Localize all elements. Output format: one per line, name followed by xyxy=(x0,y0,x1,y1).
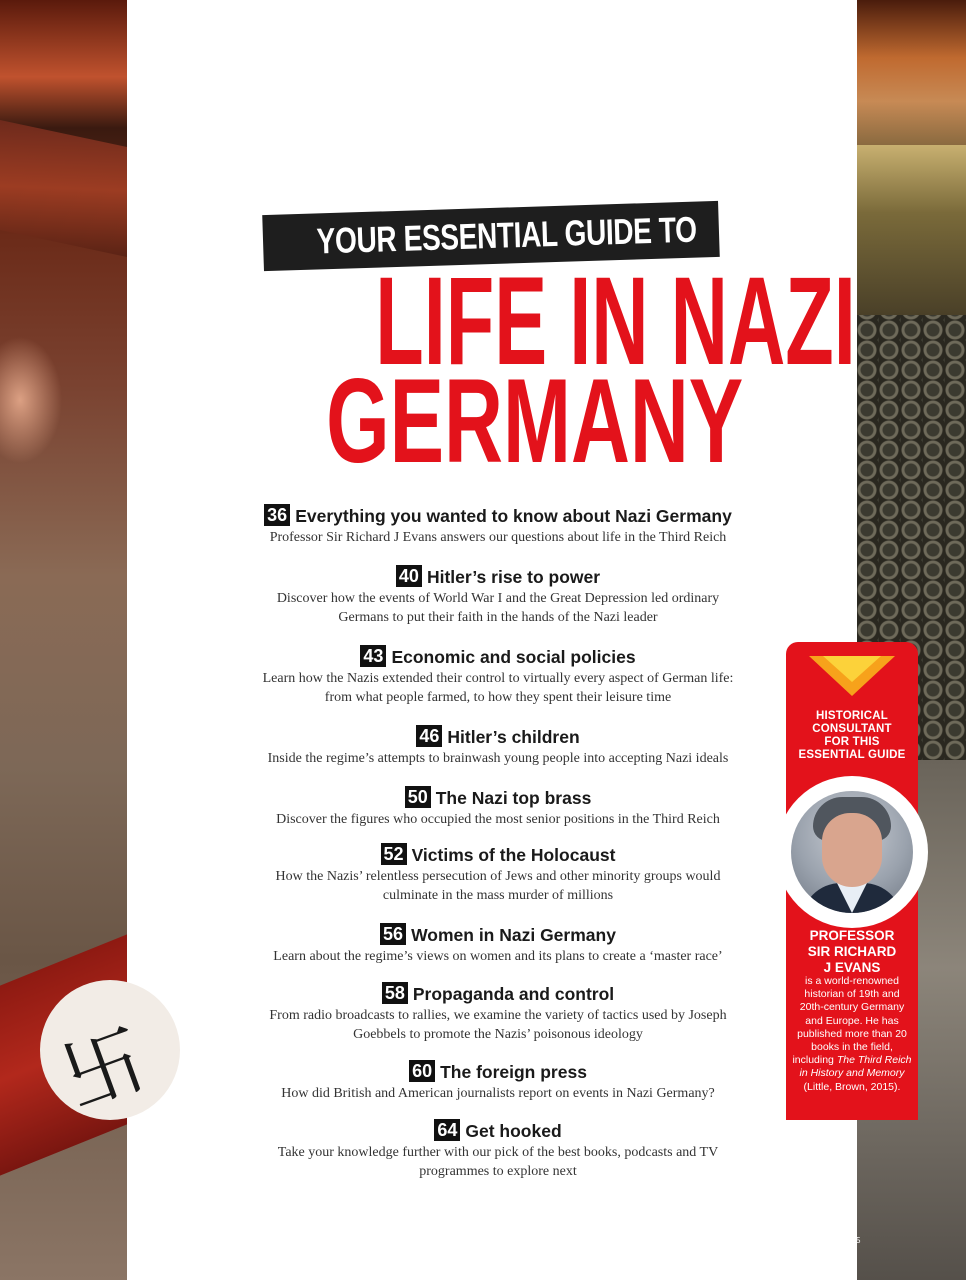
consultant-name xyxy=(790,928,914,976)
entry-title: Propaganda and control xyxy=(412,984,615,1004)
rally-photo xyxy=(857,145,966,315)
entry-description xyxy=(236,528,760,547)
entry-heading xyxy=(236,839,760,865)
contents-entry xyxy=(236,919,760,966)
entry-description-line: culminate in the mass murder of millions xyxy=(382,888,614,903)
bio-book-title: The Third Reich in History and Memory xyxy=(799,1054,912,1080)
contents-entry xyxy=(236,500,760,547)
sidebar-label xyxy=(790,710,914,762)
page-number-badge: 64 xyxy=(434,1119,460,1141)
entry-description-line: Take your knowledge further with our pick of the best books, podcasts and TV xyxy=(277,1145,719,1160)
contents-entry xyxy=(236,721,760,768)
contents-list xyxy=(236,500,760,1181)
entry-description-line: programmes to explore next xyxy=(419,1164,577,1179)
consultant-portrait xyxy=(791,791,913,913)
entry-description xyxy=(236,669,760,707)
entry-title: Get hooked xyxy=(465,1121,562,1141)
entry-description xyxy=(236,749,760,768)
entry-heading xyxy=(236,500,760,526)
entry-title: Everything you wanted to know about Nazi Germany xyxy=(295,506,732,526)
contents-entry xyxy=(236,641,760,707)
entry-heading xyxy=(236,919,760,945)
contents-entry xyxy=(236,1115,760,1181)
sidebar-label-line: ESSENTIAL GUIDE xyxy=(798,749,906,761)
entry-title: Victims of the Holocaust xyxy=(411,845,616,865)
page-number-badge: 36 xyxy=(264,504,290,526)
entry-description-line: from what people farmed, to how they spent their leisure time xyxy=(324,690,672,705)
entry-title: The foreign press xyxy=(440,1062,587,1082)
entry-description-line: How did British and American journalists report on events in Nazi Germany? xyxy=(281,1086,715,1101)
bio-text: is a world-renowned historian of 19th and 20th-century Germany and Europe. He has published more than 20 books in the field, including xyxy=(792,975,907,1067)
page-number-badge: 52 xyxy=(381,843,407,865)
bio-publisher: (Little, Brown, 2015). xyxy=(803,1080,901,1093)
entry-heading xyxy=(236,1056,760,1082)
entry-description-line: Professor Sir Richard J Evans answers our questions about life in the Third Reich xyxy=(269,530,727,545)
page-number-badge: 60 xyxy=(409,1060,435,1082)
chevron-down-icon xyxy=(809,656,895,696)
title-line-2-text: GERMANY xyxy=(326,354,744,488)
consultant-name-line: SIR RICHARD xyxy=(807,944,897,959)
entry-title: The Nazi top brass xyxy=(435,788,592,808)
entry-description-line: From radio broadcasts to rallies, we examine the variety of tactics used by Joseph xyxy=(269,1008,727,1023)
kicker-text: YOUR ESSENTIAL GUIDE TO xyxy=(316,208,698,262)
portrait-face xyxy=(822,813,882,887)
page-number-badge: 46 xyxy=(416,725,442,747)
sidebar-label-line: CONSULTANT xyxy=(812,723,892,735)
entry-description xyxy=(236,867,760,905)
left-photo-hitler xyxy=(0,0,158,1280)
entry-description-line: Germans to put their faith in the hands of the Nazi leader xyxy=(338,610,658,625)
contents-entry xyxy=(236,561,760,627)
page-number-badge: 40 xyxy=(396,565,422,587)
entry-title: Hitler’s rise to power xyxy=(426,567,601,587)
page-number: 5 xyxy=(856,1236,861,1245)
contents-entry xyxy=(236,978,760,1044)
title-line-2 xyxy=(228,354,744,488)
entry-description-line: Learn about the regime’s views on women and its plans to create a ‘master race’ xyxy=(273,949,723,964)
entry-description-line: Learn how the Nazis extended their control to virtually every aspect of German life: xyxy=(262,671,734,686)
title-line-1-text: LIFE IN NAZI xyxy=(375,251,856,392)
page-number-badge: 50 xyxy=(405,786,431,808)
entry-heading xyxy=(236,641,760,667)
entry-description-line: Discover how the events of World War I and the Great Depression led ordinary xyxy=(276,591,720,606)
consultant-sidebar xyxy=(786,642,918,1120)
page-number-badge: 56 xyxy=(380,923,406,945)
entry-heading xyxy=(236,721,760,747)
entry-description-line: Discover the figures who occupied the most senior positions in the Third Reich xyxy=(276,812,720,827)
entry-description-line: Inside the regime’s attempts to brainwash young people into accepting Nazi ideals xyxy=(267,751,729,766)
contents-entry xyxy=(236,1056,760,1103)
entry-description xyxy=(236,947,760,966)
entry-description xyxy=(236,1006,760,1044)
entry-heading xyxy=(236,782,760,808)
sidebar-label-line: HISTORICAL xyxy=(815,710,889,722)
cap-band xyxy=(0,120,127,257)
entry-title: Hitler’s children xyxy=(447,727,580,747)
consultant-bio xyxy=(792,975,912,1094)
sidebar-label-line: FOR THIS xyxy=(824,736,880,748)
entry-title: Women in Nazi Germany xyxy=(411,925,616,945)
contents-entry xyxy=(236,839,760,905)
entry-heading xyxy=(236,978,760,1004)
sky-photo xyxy=(857,0,966,145)
swastika-icon: 卐 xyxy=(50,1011,158,1127)
page-number-badge: 43 xyxy=(360,645,386,667)
consultant-name-line: PROFESSOR xyxy=(809,928,895,943)
entry-description xyxy=(236,1143,760,1181)
entry-description xyxy=(236,1084,760,1103)
page-number-badge: 58 xyxy=(382,982,408,1004)
entry-title: Economic and social policies xyxy=(391,647,636,667)
entry-heading xyxy=(236,1115,760,1141)
consultant-name-line: J EVANS xyxy=(823,960,881,975)
entry-heading xyxy=(236,561,760,587)
entry-description-line: Goebbels to promote the Nazis’ poisonous ideology xyxy=(353,1027,643,1042)
entry-description xyxy=(236,589,760,627)
entry-description-line: How the Nazis’ relentless persecution of Jews and other minority groups would xyxy=(275,869,721,884)
entry-description xyxy=(236,810,760,829)
contents-entry xyxy=(236,782,760,829)
